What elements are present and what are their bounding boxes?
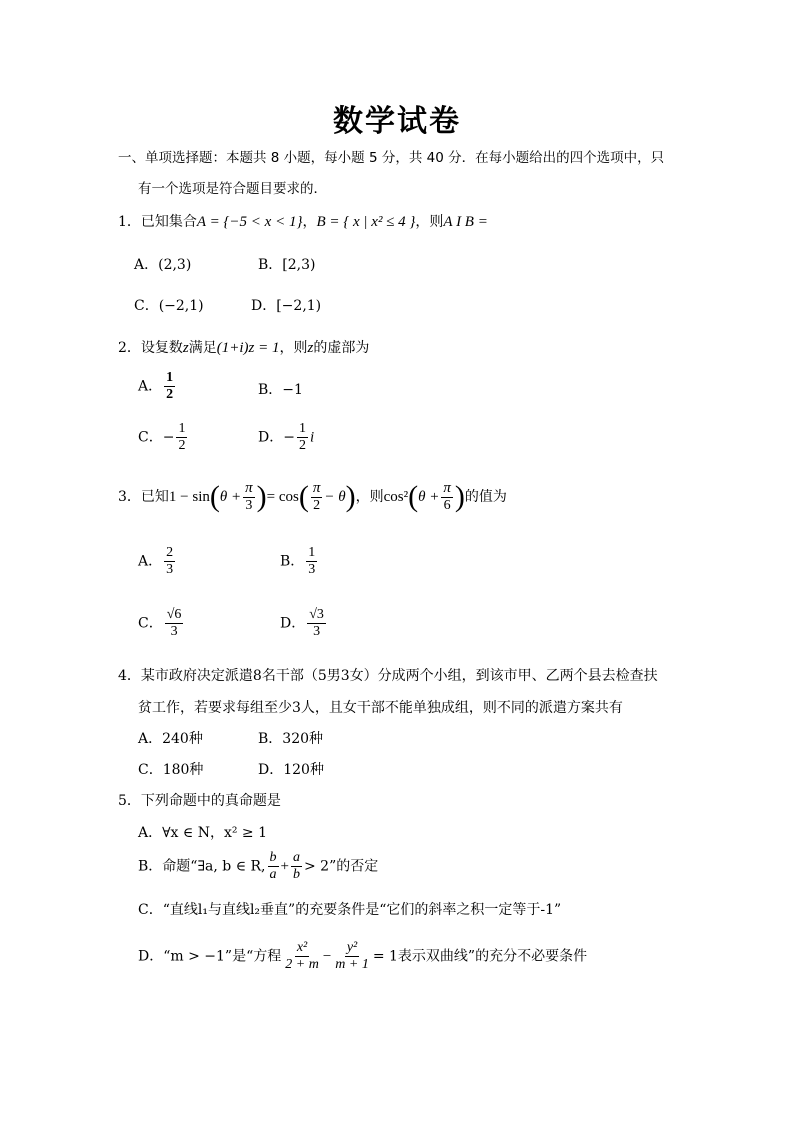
q3-minus-theta: − θ bbox=[324, 489, 346, 506]
q5-option-c: C．“直线l₁与直线l₂垂直”的充要条件是“它们的斜率之积一定等于-1” bbox=[138, 902, 562, 918]
q3-option-c bbox=[138, 607, 185, 640]
q5-d-minus: − bbox=[322, 948, 332, 965]
q5-d-den1: 2 + m bbox=[285, 957, 319, 973]
question-4-stem-line2: 贫工作，若要求每组至少3人，且女干部不能单独成组，则不同的派遣方案共有 bbox=[138, 700, 623, 716]
q3-option-b bbox=[280, 545, 319, 578]
q2-option-d bbox=[258, 421, 314, 454]
q3-b-fraction bbox=[306, 545, 317, 578]
q3-lhs: 1 − sin bbox=[168, 489, 210, 506]
page-title: 数学试卷 bbox=[333, 104, 461, 139]
q4-option-c: C．180种 bbox=[138, 762, 204, 778]
section-instruction-line2: 有一个选项是符合题目要求的． bbox=[138, 181, 327, 197]
q3-c-fraction bbox=[165, 607, 184, 640]
q3-b-den: 3 bbox=[308, 562, 316, 578]
question-4-stem-line1: 4．某市政府决定派遣8名干部（5男3女）分成两个小组，到该市甲、乙两个县去检查扶 bbox=[118, 668, 658, 684]
q2-option-c bbox=[138, 421, 189, 454]
q5-b-plus: + bbox=[280, 858, 289, 875]
q5-d-den2: m + 1 bbox=[335, 957, 369, 973]
q3-pi-over-6 bbox=[441, 480, 453, 514]
q3-pi-over-2 bbox=[311, 480, 323, 514]
question-5-stem: 5．下列命题中的真命题是 bbox=[118, 793, 281, 809]
q1-prefix: 1．已知集合 bbox=[118, 214, 197, 230]
q3-cos-squared: cos² bbox=[383, 489, 409, 506]
q1-suffix: ，则 bbox=[415, 214, 444, 230]
q3-pi-1: π bbox=[243, 480, 255, 498]
q2-a-den: 2 bbox=[166, 387, 174, 403]
q2-option-d-label: D．− bbox=[258, 429, 295, 446]
q1-sep: ， bbox=[302, 214, 317, 230]
q2-z: z bbox=[182, 340, 189, 356]
q2-d-den: 2 bbox=[298, 438, 306, 454]
q5-b-num2: a bbox=[291, 850, 302, 867]
q2-option-b: B．−1 bbox=[258, 382, 303, 398]
q2-a-num: 1 bbox=[164, 370, 175, 387]
q3-equals-cos: = cos bbox=[266, 489, 299, 506]
q4-option-b: B．320种 bbox=[258, 731, 324, 747]
q3-tail: ，则 bbox=[355, 489, 384, 506]
q3-d-den: 3 bbox=[313, 624, 321, 640]
q5-d-y2: y² bbox=[345, 940, 359, 957]
q5-option-a: A．∀x ∈ N，x² ≥ 1 bbox=[138, 825, 268, 841]
q5-b-post: > 2”的否定 bbox=[303, 858, 379, 875]
q3-b-label: B． bbox=[280, 553, 305, 570]
q4-option-d: D．120种 bbox=[258, 762, 324, 778]
q2-option-c-fraction bbox=[176, 421, 187, 454]
question-2-stem bbox=[118, 337, 369, 357]
q3-option-d bbox=[280, 607, 328, 640]
q5-b-num1: b bbox=[268, 850, 279, 867]
q3-d-fraction bbox=[307, 607, 326, 640]
q2-z-2: z bbox=[307, 340, 314, 356]
q2-equation: (1+i)z = 1 bbox=[216, 340, 280, 356]
q1-expr: A I B = bbox=[443, 214, 488, 230]
q3-paren-open-3: ( bbox=[408, 480, 419, 514]
q3-d-label: D． bbox=[280, 615, 306, 632]
question-3-stem bbox=[118, 480, 507, 514]
q3-tail2: 的值为 bbox=[464, 489, 507, 506]
q3-c-label: C． bbox=[138, 615, 163, 632]
q3-two: 2 bbox=[313, 498, 321, 514]
q5-option-b bbox=[138, 850, 378, 883]
q3-paren-close-2: ) bbox=[345, 480, 356, 514]
q2-option-d-fraction bbox=[297, 421, 308, 454]
q5-d-pre: D．“m > −1”是“方程 bbox=[138, 948, 282, 965]
q3-six: 6 bbox=[443, 498, 451, 514]
q3-prefix: 3．已知 bbox=[118, 489, 169, 506]
q1-option-c: C．(−2,1) bbox=[134, 298, 204, 314]
q3-a-num: 2 bbox=[164, 545, 175, 562]
q3-b-num: 1 bbox=[306, 545, 317, 562]
q3-paren-close-3: ) bbox=[454, 480, 465, 514]
q3-c-den: 3 bbox=[170, 624, 178, 640]
q2-mid: 满足 bbox=[188, 340, 217, 356]
q2-option-a-fraction bbox=[164, 370, 175, 403]
q5-b-den1: a bbox=[269, 867, 277, 883]
q3-c-num: √6 bbox=[165, 607, 184, 624]
q3-pi-over-3 bbox=[243, 480, 255, 514]
q3-d-num: √3 bbox=[307, 607, 326, 624]
q2-d-num: 1 bbox=[297, 421, 308, 438]
q2-tail1: ，则 bbox=[279, 340, 308, 356]
q1-option-a: A．(2,3) bbox=[134, 257, 192, 273]
q3-a-label: A． bbox=[138, 553, 163, 570]
q3-a-fraction bbox=[164, 545, 175, 578]
q3-pi-3: π bbox=[441, 480, 453, 498]
q2-option-a-label: A． bbox=[138, 378, 163, 395]
question-1-stem bbox=[118, 211, 488, 231]
q3-paren-open-2: ( bbox=[298, 480, 309, 514]
q1-set-a: A = {−5 < x < 1} bbox=[196, 214, 303, 230]
q1-option-d: D．[−2,1) bbox=[251, 298, 322, 314]
q5-d-x2: x² bbox=[295, 940, 309, 957]
q2-prefix: 2．设复数 bbox=[118, 340, 183, 356]
q3-theta-plus: θ + bbox=[219, 489, 242, 506]
q1-set-b: B = { x | x² ≤ 4 } bbox=[316, 214, 416, 230]
q2-option-a bbox=[138, 370, 177, 403]
q3-paren-close-1: ) bbox=[256, 480, 267, 514]
q4-option-a: A．240种 bbox=[138, 731, 203, 747]
q5-option-d bbox=[138, 940, 587, 973]
q1-option-b: B．[2,3) bbox=[258, 257, 316, 273]
q3-paren-open-1: ( bbox=[209, 480, 220, 514]
q3-theta-plus-2: θ + bbox=[418, 489, 440, 506]
q3-a-den: 3 bbox=[166, 562, 174, 578]
q5-b-pre: B．命题“∃a, b ∈ R, bbox=[138, 858, 266, 875]
q3-three: 3 bbox=[245, 498, 253, 514]
q5-y2-fraction bbox=[333, 940, 371, 973]
q2-c-den: 2 bbox=[178, 438, 186, 454]
q3-pi-2: π bbox=[311, 480, 323, 498]
q5-b-den2: b bbox=[292, 867, 300, 883]
q2-tail2: 的虚部为 bbox=[313, 340, 370, 356]
q3-option-a bbox=[138, 545, 177, 578]
q5-x2-fraction bbox=[283, 940, 321, 973]
q2-c-num: 1 bbox=[176, 421, 187, 438]
q5-d-post: = 1表示双曲线”的充分不必要条件 bbox=[372, 948, 588, 965]
q2-d-i: i bbox=[309, 429, 315, 446]
q2-option-c-label: C．− bbox=[138, 429, 175, 446]
q5-a-over-b bbox=[291, 850, 302, 883]
section-instruction-line1: 一、单项选择题：本题共 8 小题，每小题 5 分，共 40 分．在每小题给出的四个选项中，只 bbox=[118, 150, 665, 166]
q5-b-over-a bbox=[268, 850, 279, 883]
